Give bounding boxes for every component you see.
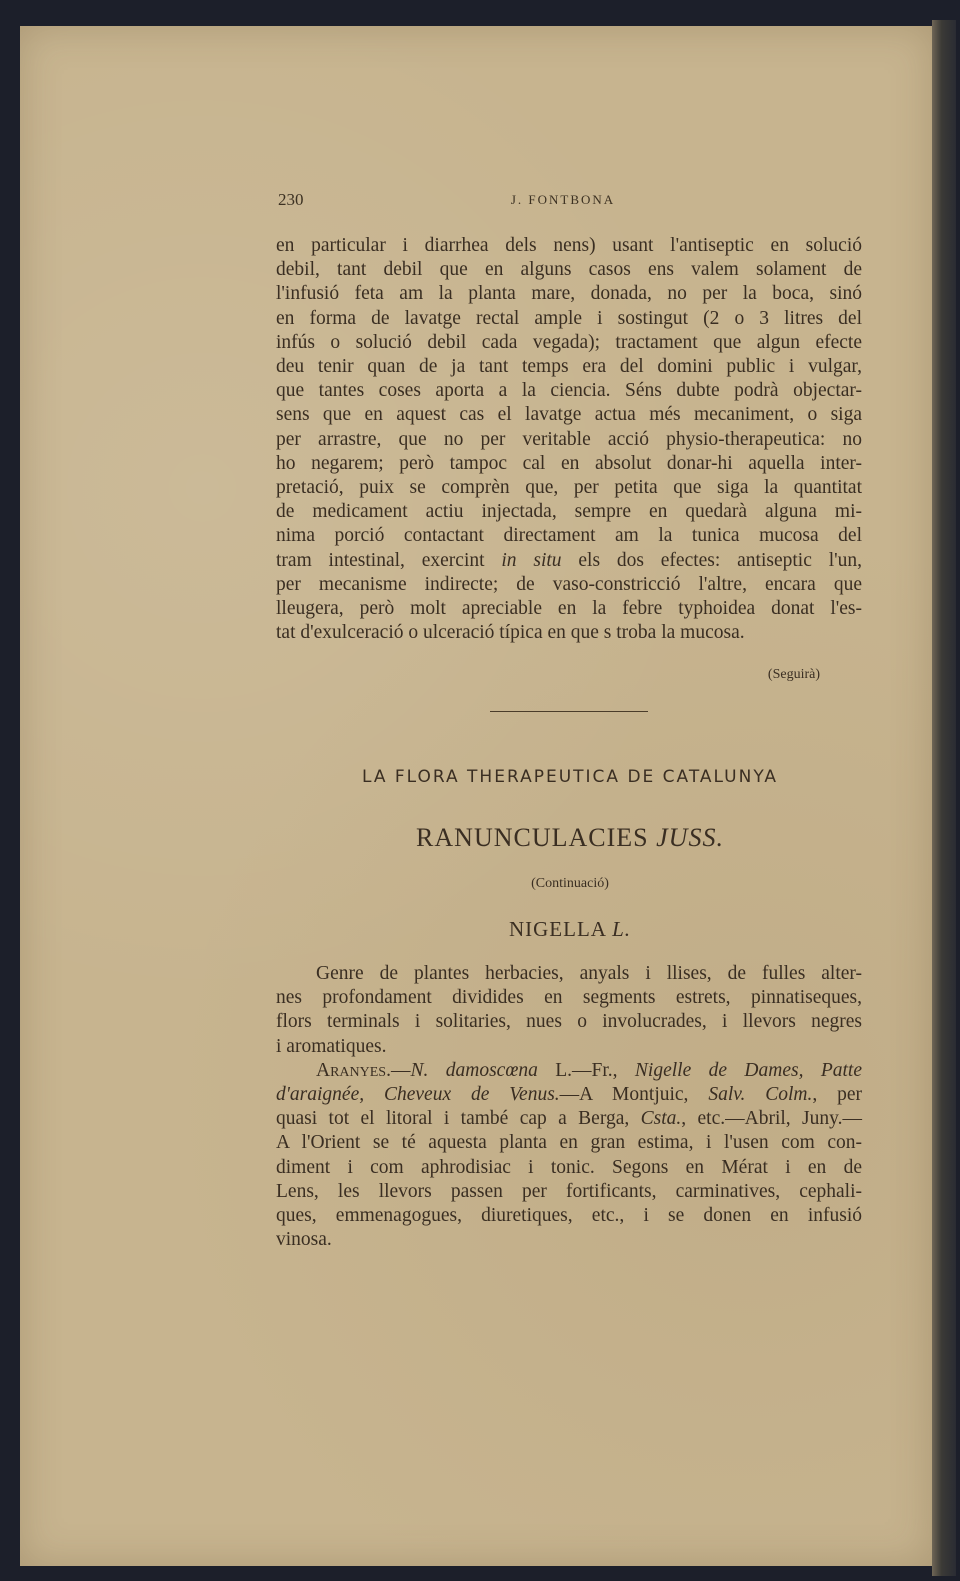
text-line: nes profondament dividides en segments estrets, pinnatiseques, — [276, 987, 862, 1009]
genus-author: L. — [612, 917, 631, 941]
family-author: JUSS. — [656, 823, 724, 852]
text-line: sens que en aquest cas el lavatge actua més mecaniment, o siga — [276, 404, 862, 426]
section-divider — [490, 711, 648, 712]
paragraph-continued — [276, 234, 862, 645]
text-line: en forma de lavatge rectal ample i sostingut (2 o 3 litres del — [276, 307, 862, 329]
text-line: deu tenir quan de ja tant temps era del domini public i vulgar, — [276, 356, 862, 378]
text-line: A l'Orient se té aquesta planta en gran estima, i l'usen com con- — [276, 1132, 862, 1154]
family-name: RANUNCULACIES — [416, 823, 649, 852]
text-line: diment i com aphrodisiac i tonic. Segons en Mérat i en de — [276, 1156, 862, 1178]
text-line: d'araignée, Cheveux de Venus.—A Montjuic, Salv. Colm., per — [276, 1084, 862, 1106]
genus-name: NIGELLA — [508, 917, 606, 941]
text-line: quasi tot el litoral i també cap a Berga, Csta., etc.—Abril, Juny.— — [276, 1108, 862, 1130]
text-line: tat d'exulceració o ulceració típica en que s troba la mucosa. — [276, 622, 745, 644]
text-line: vinosa. — [276, 1229, 332, 1251]
section-title: LA FLORA THERAPEUTICA DE CATALUNYA — [361, 767, 779, 787]
text-line: lleugera, però molt apreciable en la febre typhoidea donat l'es- — [276, 598, 862, 620]
genus-heading — [260, 917, 880, 942]
text-line: ho negarem; però tampoc cal en absolut donar-hi aquella inter- — [276, 452, 862, 474]
genus-description — [276, 962, 862, 1252]
continued-note: (Seguirà) — [767, 667, 820, 682]
running-title: J. FONTBONA — [510, 192, 616, 207]
text-line: Genre de plantes herbacies, anyals i llises, de fulles alter- — [316, 963, 862, 984]
text-line: de medicament actiu injectada, sempre en quedarà alguna mi- — [276, 501, 862, 523]
text-line: flors terminals i solitaries, nues o involucrades, i llevors negres — [276, 1011, 862, 1033]
page-edge — [932, 20, 956, 1576]
text-line: per mecanisme indirecte; de vaso-constricció l'altre, encara que — [276, 573, 862, 595]
text-line: infús o solució debil cada vegada); tractament que algun efecte — [276, 331, 862, 353]
text-line: debil, tant debil que en alguns casos ens valem solament de — [276, 259, 862, 281]
text-line: Aranyes.—N. damoscœna L.—Fr., Nigelle de Dames, Patte — [316, 1059, 862, 1081]
text-line: que tantes coses aporta a la ciencia. Séns dubte podrà objectar- — [276, 380, 862, 402]
text-line: per arrastre, que no per veritable acció physio-therapeutica: no — [276, 428, 862, 450]
family-heading — [260, 823, 880, 853]
text-line: l'infusió feta am la planta mare, donada, no per la boca, sinó — [276, 283, 862, 305]
text-line: en particular i diarrhea dels nens) usant l'antiseptic en solució — [276, 235, 862, 256]
text-line: pretació, puix se comprèn que, per petita que siga la quantitat — [276, 477, 862, 499]
text-line: Lens, les llevors passen per fortificants, carminatives, cephali- — [276, 1180, 862, 1202]
text-line: nima porció contactant directament am la tunica mucosa del — [276, 525, 862, 547]
text-line: tram intestinal, exercint in situ els dos efectes: antiseptic l'un, — [276, 549, 862, 571]
continuation-note: (Continuació) — [531, 876, 609, 891]
text-line: ques, emmenagogues, diuretiques, etc., i se donen en infusió — [276, 1205, 862, 1227]
text-line: i aromatiques. — [276, 1035, 387, 1057]
page-number: 230 — [278, 190, 304, 209]
page-header — [258, 190, 868, 214]
